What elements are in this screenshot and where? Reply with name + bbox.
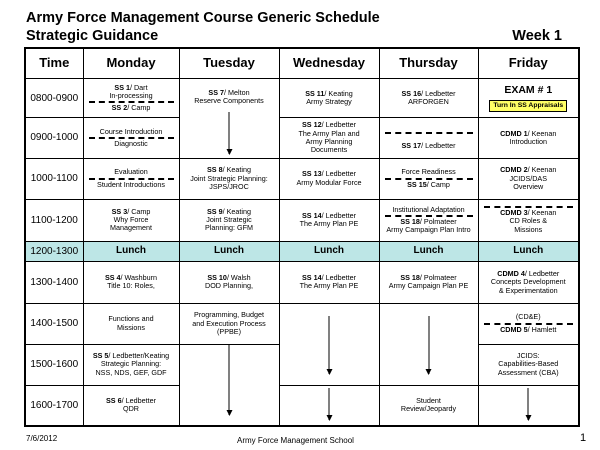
- time-cell: 1300-1400: [25, 261, 83, 303]
- col-header-tuesday: Tuesday: [179, 48, 279, 79]
- schedule-cell: SS 13/ Ledbetter Army Modular Force: [279, 158, 379, 199]
- schedule-cell: Evaluation Student Introductions: [83, 158, 179, 199]
- lunch-cell: Lunch: [478, 241, 579, 261]
- schedule-cell: SS 17/ Ledbetter: [379, 117, 478, 158]
- col-header-wednesday: Wednesday: [279, 48, 379, 79]
- week-label: Week 1: [512, 28, 562, 44]
- schedule-cell: Programming, Budget and Execution Process (PPBE): [179, 303, 279, 344]
- exam-label: EXAM # 1: [504, 84, 553, 97]
- page-number: 1: [580, 432, 587, 444]
- schedule-cell: SS 10/ Walsh DOD Planning,: [179, 261, 279, 303]
- col-header-thursday: Thursday: [379, 48, 478, 79]
- schedule-cell: SS 14/ Ledbetter The Army Plan PE: [279, 199, 379, 241]
- lunch-cell: Lunch: [279, 241, 379, 261]
- schedule-cell: SS 5/ Ledbetter/Keating Strategic Planning: NSS, NDS, GEF, GDF: [83, 344, 179, 385]
- footer-school: Army Force Management School: [237, 436, 354, 445]
- time-cell: 1200-1300: [25, 241, 83, 261]
- schedule-cell: CDMD 4/ Ledbetter Concepts Development & Experimentation: [478, 261, 579, 303]
- appraisal-badge: Turn In SS Appraisals: [489, 100, 567, 112]
- schedule-cell: JCIDS: Capabilities-Based Assessment (CBA): [478, 344, 579, 385]
- col-header-monday: Monday: [83, 48, 179, 79]
- schedule-cell: SS 9/ Keating Joint Strategic Planning: GFM: [179, 199, 279, 241]
- schedule-cell: SS 14/ Ledbetter The Army Plan PE: [279, 261, 379, 303]
- schedule-cell: Course Introduction Diagnostic: [83, 117, 179, 158]
- continuation-arrow: [528, 388, 529, 420]
- schedule-cell: [478, 385, 579, 426]
- schedule-cell: SS 8/ Keating Joint Strategic Planning: JSPS/JROC: [179, 158, 279, 199]
- table-row-lunch: [25, 241, 579, 261]
- continuation-arrow: [428, 316, 429, 374]
- table-row: [25, 199, 579, 241]
- schedule-cell: SS 7/ Melton Reserve Components: [179, 79, 279, 159]
- table-row: [25, 303, 579, 344]
- time-cell: 0900-1000: [25, 117, 83, 158]
- time-cell: 1100-1200: [25, 199, 83, 241]
- schedule-cell: [279, 385, 379, 426]
- continuation-arrow: [229, 112, 230, 154]
- time-cell: 0800-0900: [25, 79, 83, 118]
- table-row: [25, 158, 579, 199]
- page-title: Army Force Management Course Generic Schedule: [26, 10, 380, 26]
- table-row: [25, 79, 579, 118]
- schedule-cell: CDMD 2/ Keenan JCIDS/DAS Overview: [478, 158, 579, 199]
- schedule-cell: CDMD 1/ Keenan Introduction: [478, 117, 579, 158]
- schedule-cell: SS 3/ Camp Why Force Management: [83, 199, 179, 241]
- schedule-cell: Student Review/Jeopardy: [379, 385, 478, 426]
- footer-date: 7/6/2012: [26, 434, 58, 443]
- time-cell: 1400-1500: [25, 303, 83, 344]
- schedule-cell: SS 12/ Ledbetter The Army Plan and Army Planning Documents: [279, 117, 379, 158]
- schedule-table: [24, 47, 580, 427]
- continuation-arrow: [329, 316, 330, 374]
- schedule-cell: [279, 303, 379, 385]
- schedule-cell: (CD&E) CDMD 5/ Hamlett: [478, 303, 579, 344]
- lunch-cell: Lunch: [83, 241, 179, 261]
- schedule-cell: SS 11/ Keating Army Strategy: [279, 79, 379, 118]
- table-row: [25, 385, 579, 426]
- page-subtitle: Strategic Guidance: [26, 28, 159, 44]
- schedule-cell: CDMD 3/ Keenan CD Roles & Missions: [478, 199, 579, 241]
- schedule-cell: SS 16/ Ledbetter ARFORGEN: [379, 79, 478, 118]
- table-row: [25, 261, 579, 303]
- continuation-arrow: [329, 388, 330, 420]
- schedule-cell: Force Readiness SS 15/ Camp: [379, 158, 478, 199]
- table-row: [25, 117, 579, 158]
- schedule-cell: Institutional Adaptation SS 18/ Polmateer Army Campaign Plan Intro: [379, 199, 478, 241]
- time-cell: 1000-1100: [25, 158, 83, 199]
- schedule-cell: SS 4/ Washburn Title 10: Roles,: [83, 261, 179, 303]
- time-cell: 1500-1600: [25, 344, 83, 385]
- col-header-friday: Friday: [478, 48, 579, 79]
- col-header-time: Time: [25, 48, 83, 79]
- lunch-cell: Lunch: [179, 241, 279, 261]
- schedule-cell: [478, 79, 579, 118]
- schedule-cell: [179, 344, 279, 426]
- schedule-cell: SS 18/ Polmateer Army Campaign Plan PE: [379, 261, 478, 303]
- time-cell: 1600-1700: [25, 385, 83, 426]
- lunch-cell: Lunch: [379, 241, 478, 261]
- schedule-cell: [379, 303, 478, 385]
- schedule-cell: Functions and Missions: [83, 303, 179, 344]
- schedule-cell: SS 6/ Ledbetter QDR: [83, 385, 179, 426]
- continuation-arrow: [229, 345, 230, 415]
- schedule-cell: SS 1/ Dart In-processing SS 2/ Camp: [83, 79, 179, 118]
